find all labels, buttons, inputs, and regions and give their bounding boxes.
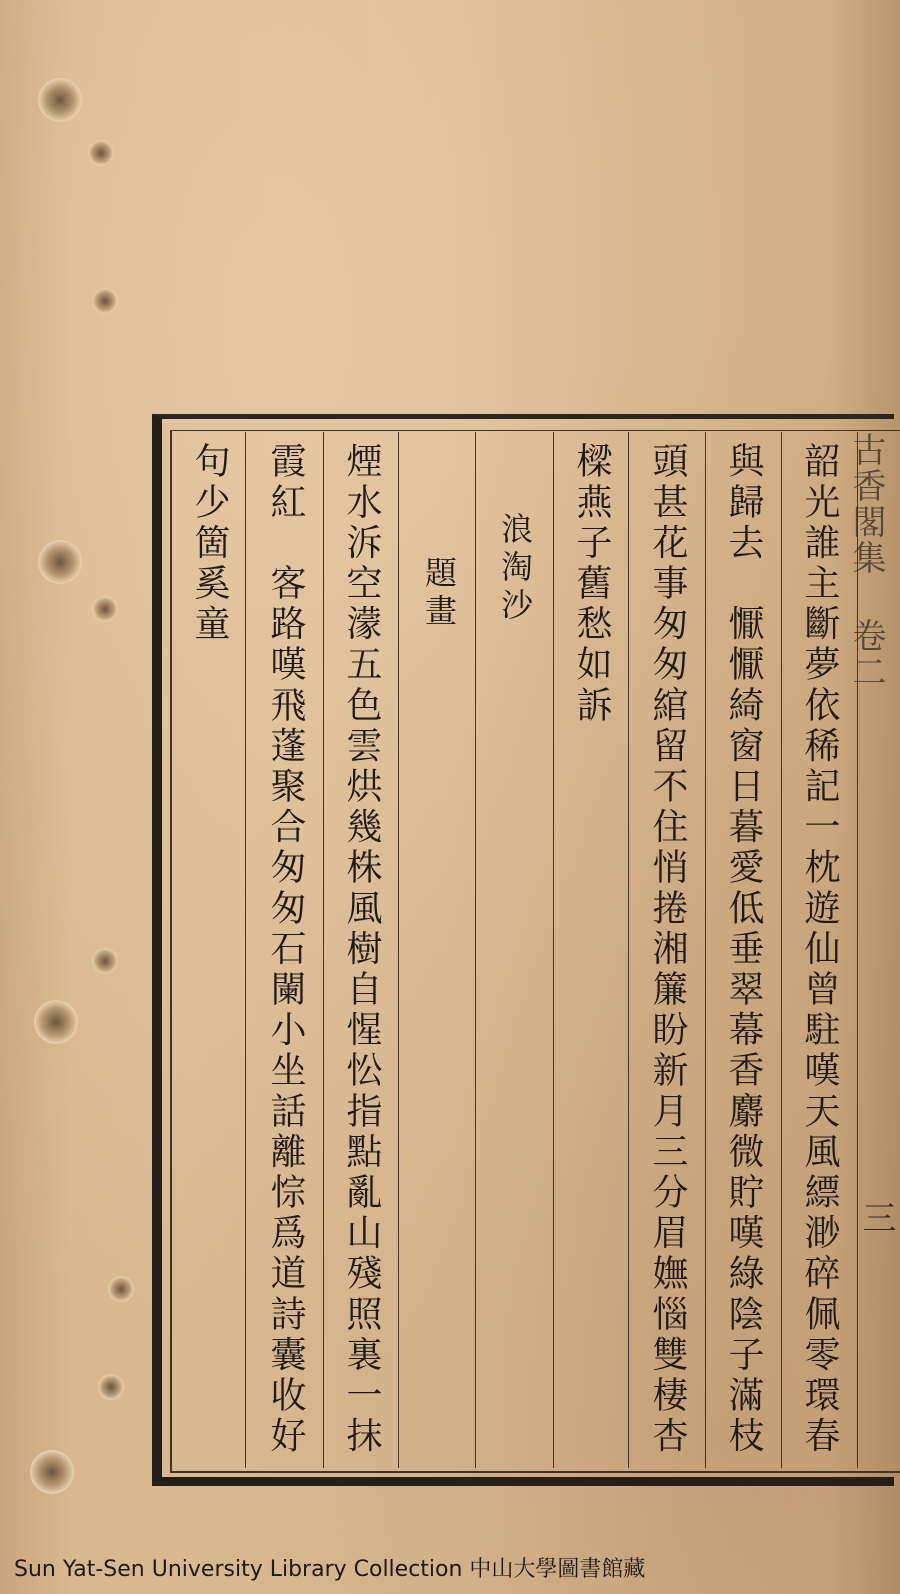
binding-hole (38, 78, 82, 122)
binding-hole (92, 288, 118, 314)
binding-hole (98, 1374, 124, 1400)
poem-subtitle: 題畫 (420, 556, 458, 632)
running-title: 古香閣集 卷二 (846, 432, 886, 690)
binding-hole (92, 596, 118, 622)
text-column-2: 與歸去 懨懨綺窗日暮愛低垂翠幕香麝微貯嘆綠陰子滿枝 (723, 442, 764, 1457)
column-rule (323, 432, 324, 1468)
binding-hole (30, 1450, 74, 1494)
column-rule (553, 432, 554, 1468)
binding-hole (34, 1000, 78, 1044)
text-column-1: 韶光誰主斷夢依稀記一枕遊仙曾駐嘆天風縹渺碎佩零環春 (799, 442, 840, 1457)
column-rule (705, 432, 706, 1468)
column-rule (398, 432, 399, 1468)
text-column-4: 樑燕子舊愁如訴 (571, 442, 612, 727)
binding-hole (92, 948, 118, 974)
leaf-number: 三 (856, 1200, 896, 1234)
binding-hole (88, 140, 114, 166)
text-column-3: 頭甚花事匆匆綰留不住悄捲湘簾盼新月三分眉嫵惱雙棲杏 (647, 442, 688, 1457)
column-rule (475, 432, 476, 1468)
column-rule (628, 432, 629, 1468)
library-credit: Sun Yat-Sen University Library Collection 中山大學圖書館藏 (14, 1557, 646, 1582)
column-rule (781, 432, 782, 1468)
text-column-7: 煙水泝空濛五色雲烘幾株風樹自惺忪指點亂山殘照裏一抹 (341, 442, 382, 1457)
text-column-8: 霞紅 客路嘆飛蓬聚合匆匆石闌小坐話離悰爲道詩囊收好 (265, 442, 306, 1457)
binding-hole (38, 540, 82, 584)
text-column-9: 句少箇奚童 (189, 442, 230, 645)
column-rule (245, 432, 246, 1468)
binding-hole (108, 1276, 134, 1302)
poem-tune-title: 浪淘沙 (496, 512, 534, 626)
